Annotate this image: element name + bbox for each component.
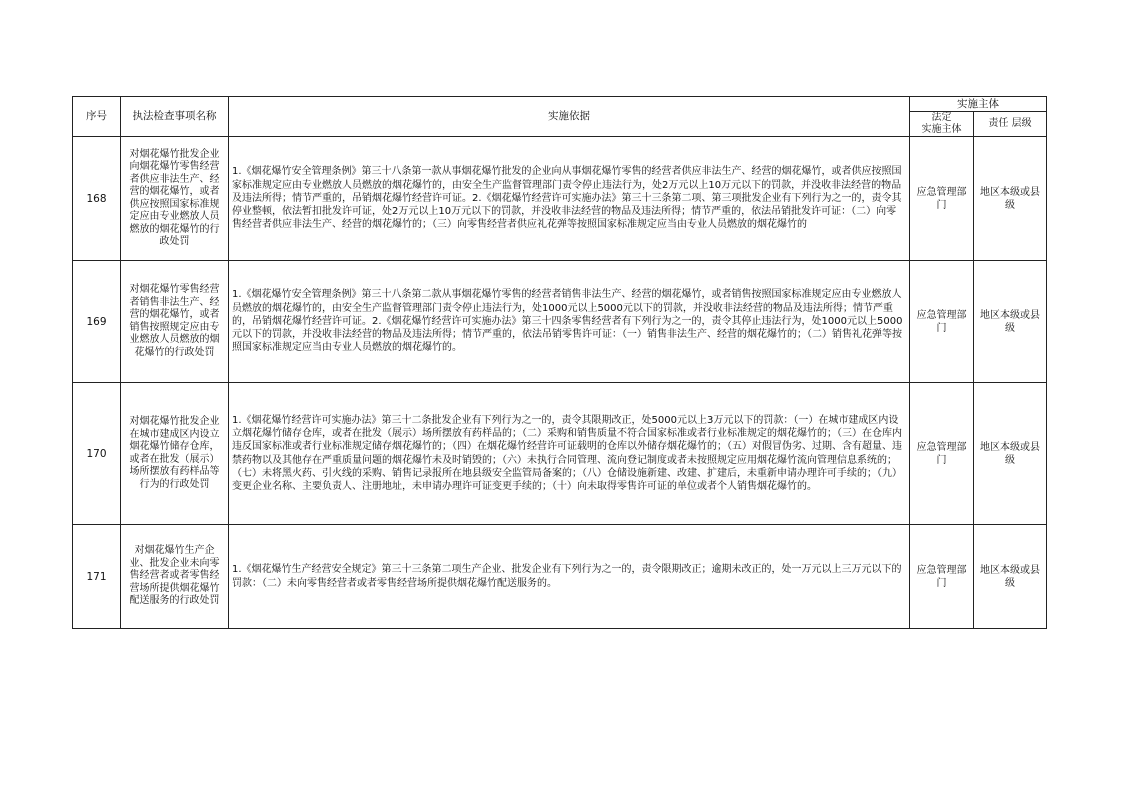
implementation-basis: 1.《烟花爆竹生产经营安全规定》第三十三条第二项生产企业、批发企业有下列行为之一的，责令限期改正；逾期未改正的，处一万元以上三万元以下的罚款：（二）未向零售经营者或者零售经营场所提供烟花爆竹配送服务的。 [229, 525, 910, 629]
table-row [73, 261, 1047, 383]
implementation-basis: 1.《烟花爆竹安全管理条例》第三十八条第二款从事烟花爆竹零售的经营者销售非法生产、经营的烟花爆竹，或者销售按照国家标准规定应由专业燃放人员燃放的烟花爆竹的，由安全生产监督管理部门责令停止违法行为，处1000元以上5000元以下的罚款，并没收非法经营的物品及违法所得；情节严重的，吊销烟花爆竹经营许可证。2.《烟花爆竹经营许可实施办法》第三十四条零售经营者有下列行为之一的，责令其停止违法行为，处1000元以上5000元以下的罚款，并没收非法经营的物品及违法所得；情节严重的，依法吊销零售许可证：（一）销售非法生产、经营的烟花爆竹的；（二）销售礼花弹等按照国家标准规定应当由专业人员燃放的烟花爆竹的。 [229, 261, 910, 383]
row-number: 170 [73, 383, 121, 525]
header-seq: 序号 [73, 97, 121, 137]
implementing-subject: 应急管理部门 [910, 525, 974, 629]
header-basis: 实施依据 [229, 97, 910, 137]
item-name: 对烟花爆竹批发企业在城市建成区内设立烟花爆竹储存仓库，或者在批发（展示）场所摆放有药样品等行为的行政处罚 [121, 383, 229, 525]
table-row [73, 137, 1047, 261]
implementation-basis: 1.《烟花爆竹经营许可实施办法》第三十二条批发企业有下列行为之一的，责令其限期改正，处5000元以上3万元以下的罚款：（一）在城市建成区内设立烟花爆竹储存仓库，或者在批发（展示）场所摆放有药样品的；（二）采购和销售质量不符合国家标准或者行业标准规定的烟花爆竹的；（三）在仓库内违反国家标准或者行业标准规定储存烟花爆竹的；（四）在烟花爆竹经营许可证载明的仓库以外储存烟花爆竹的；（五）对假冒伪劣、过期、含有超量、违禁药物以及其他存在严重质量问题的烟花爆竹未及时销毁的；（六）未执行合同管理、流向登记制度或者未按照规定应用烟花爆竹流向管理信息系统的；（七）未将黑火药、引火线的采购、销售记录报所在地县级安全监管局备案的；（八）仓储设施新建、改建、扩建后，未重新申请办理许可手续的；（九）变更企业名称、主要负责人、注册地址，未申请办理许可证变更手续的；（十）向未取得零售许可证的单位或者个人销售烟花爆竹的。 [229, 383, 910, 525]
responsibility-level: 地区本级或县级 [974, 525, 1047, 629]
implementing-subject: 应急管理部门 [910, 137, 974, 261]
row-number: 169 [73, 261, 121, 383]
header-row-top [73, 97, 1047, 112]
item-name: 对烟花爆竹零售经营者销售非法生产、经营的烟花爆竹，或者销售按照规定应由专业燃放人员燃放的烟花爆竹的行政处罚 [121, 261, 229, 383]
responsibility-level: 地区本级或县级 [974, 137, 1047, 261]
responsibility-level: 地区本级或县级 [974, 261, 1047, 383]
responsibility-level: 地区本级或县级 [974, 383, 1047, 525]
header-item-name: 执法检查事项名称 [121, 97, 229, 137]
table-row [73, 383, 1047, 525]
item-name: 对烟花爆竹生产企业、批发企业未向零售经营者或者零售经营场所提供烟花爆竹配送服务的行政处罚 [121, 525, 229, 629]
implementing-subject: 应急管理部门 [910, 261, 974, 383]
implementation-basis: 1.《烟花爆竹安全管理条例》第三十八条第一款从事烟花爆竹批发的企业向从事烟花爆竹零售的经营者供应非法生产、经营的烟花爆竹，或者供应按照国家标准规定应由专业燃放人员燃放的烟花爆竹的，由安全生产监督管理部门责令停止违法行为，处2万元以上10万元以下的罚款，并没收非法经营的物品及违法所得；情节严重的，吊销烟花爆竹经营许可证。2.《烟花爆竹经营许可实施办法》第三十三条第二项、第三项批发企业有下列行为之一的，责令其停业整顿，依法暂扣批发许可证，处2万元以上10万元以下的罚款，并没收非法经营的物品及违法所得；情节严重的，依法吊销批发许可证：（二）向零售经营者供应非法生产、经营的烟花爆竹的；（三）向零售经营者供应礼花弹等按照国家标准规定应当由专业人员燃放的烟花爆竹的 [229, 137, 910, 261]
row-number: 171 [73, 525, 121, 629]
header-legal-subject: 法定 实施主体 [910, 112, 974, 137]
header-level: 责任 层级 [974, 112, 1047, 137]
enforcement-table [72, 96, 1047, 629]
table-row [73, 525, 1047, 629]
implementing-subject: 应急管理部门 [910, 383, 974, 525]
row-number: 168 [73, 137, 121, 261]
header-subject: 实施主体 [910, 97, 1047, 112]
item-name: 对烟花爆竹批发企业向烟花爆竹零售经营者供应非法生产、经营的烟花爆竹，或者供应按照国家标准规定应由专业燃放人员燃放的烟花爆竹的行政处罚 [121, 137, 229, 261]
